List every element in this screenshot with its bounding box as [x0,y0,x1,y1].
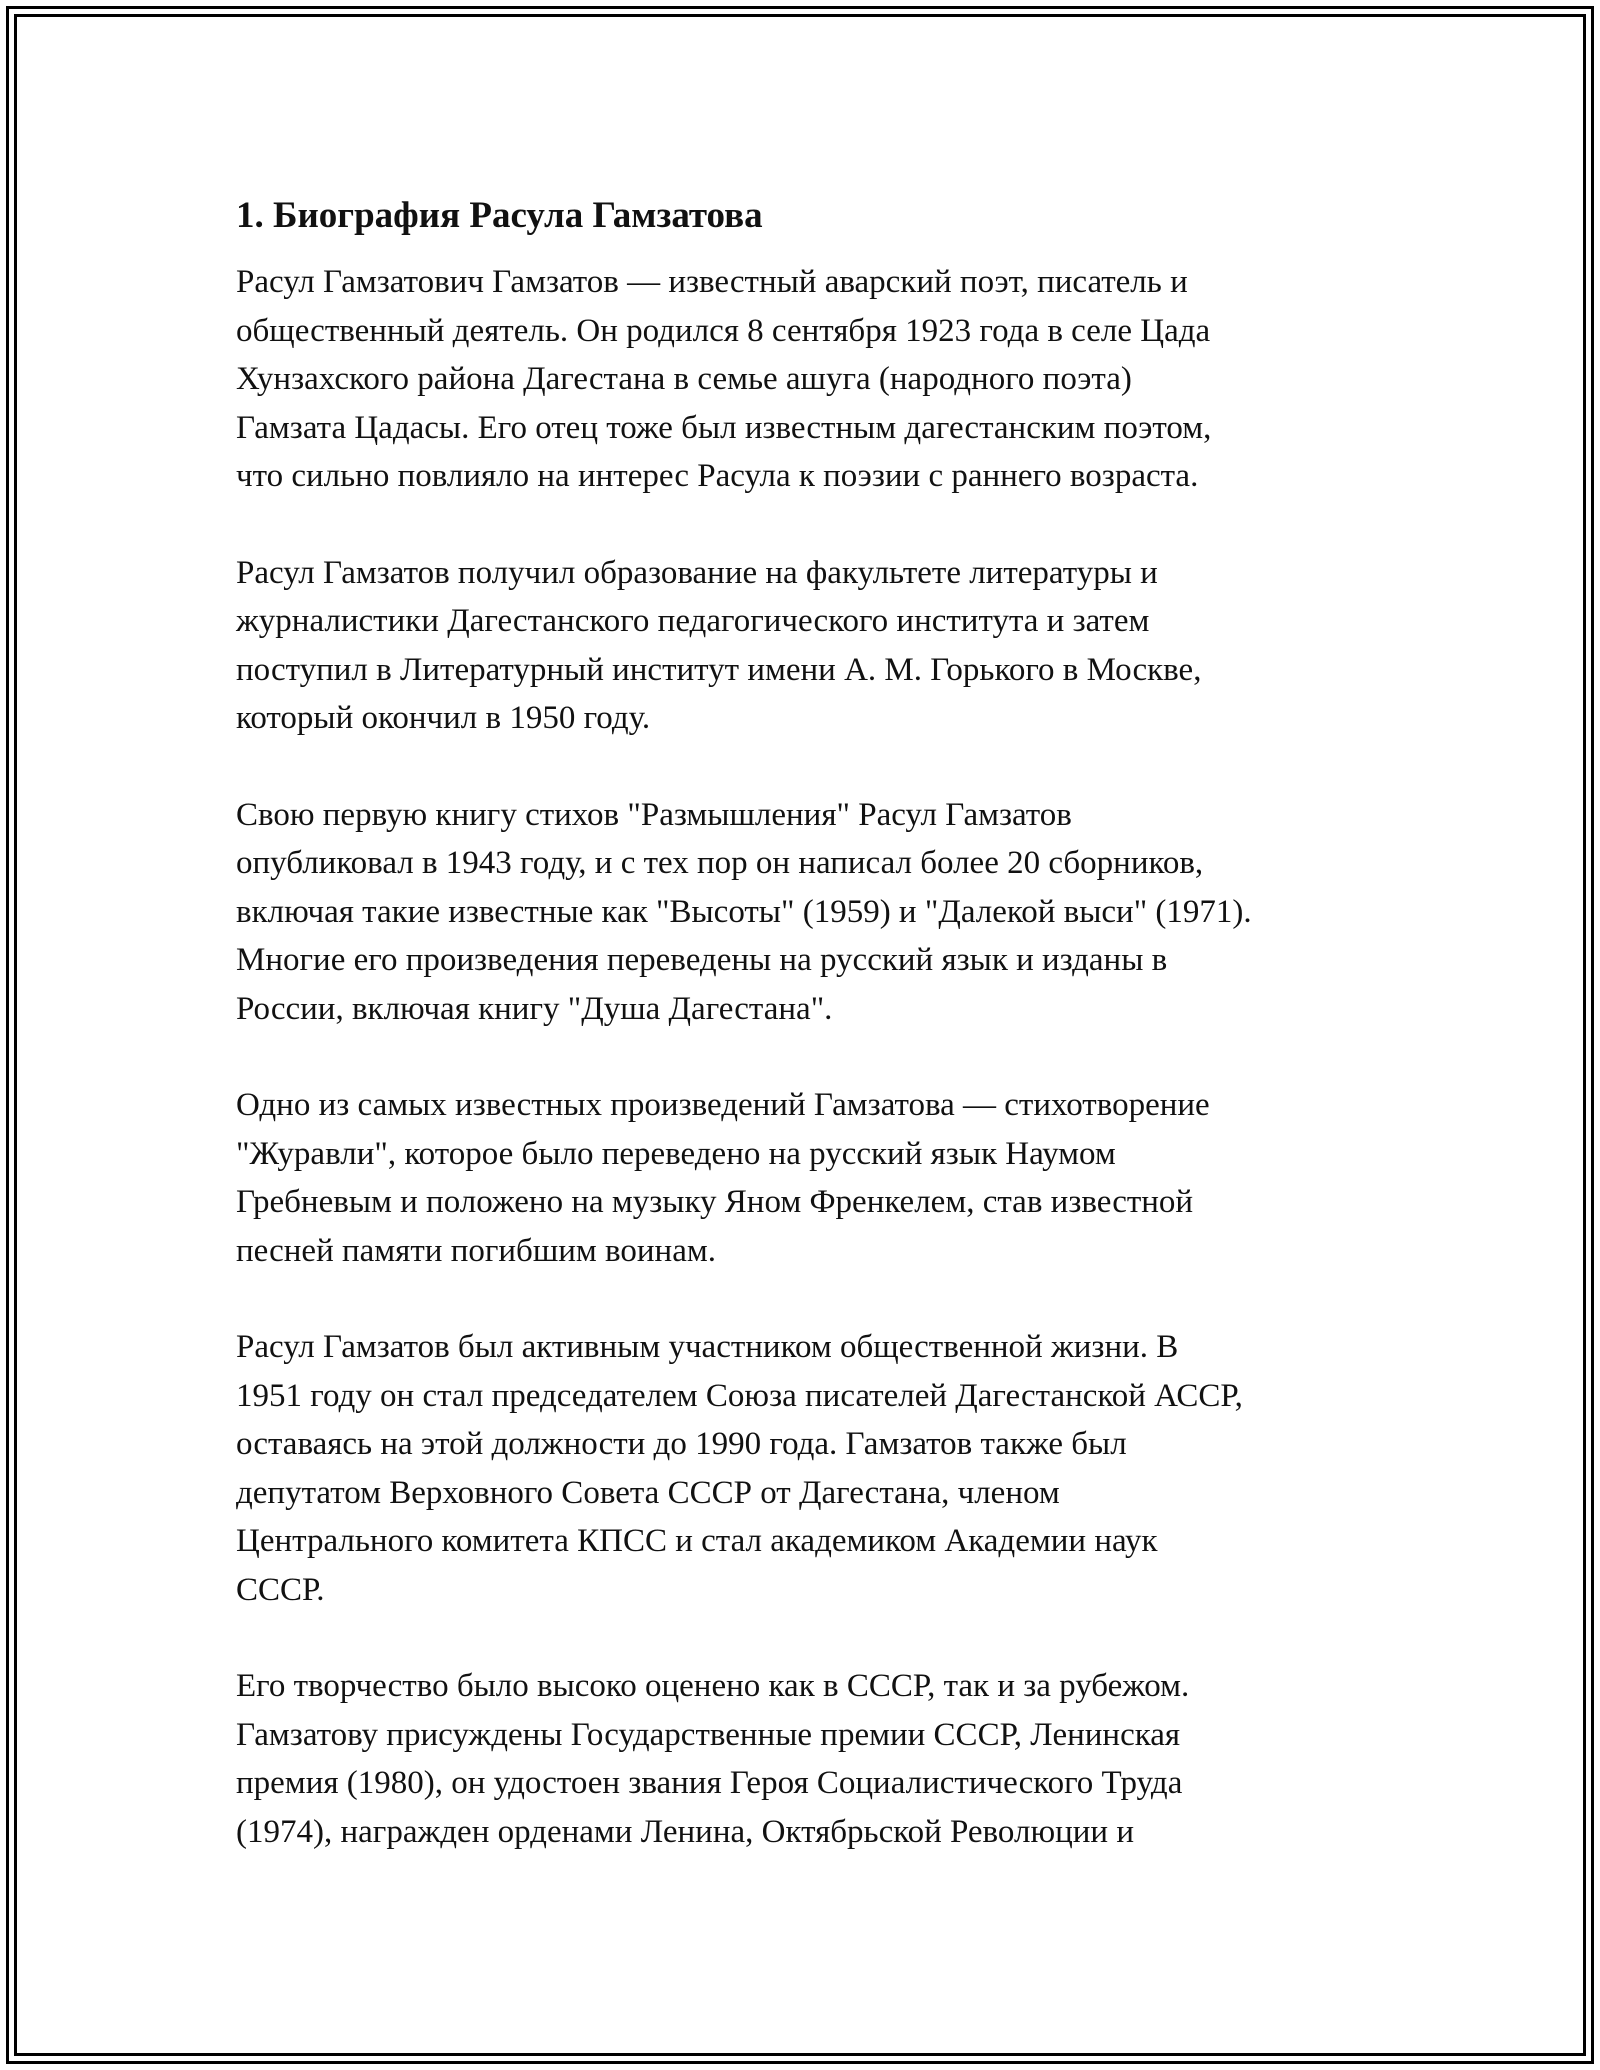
paragraph-1: Расул Гамзатович Гамзатов — известный аварский поэт, писатель и общественный деятель. Он родился 8 сентября 1923 года в селе Цада Хунзахского района Дагестана в семье ашуга (народного поэта) Гамзата Цадасы. Его отец тоже был известным дагестанским поэтом, что сильно повлияло на интерес Расула к поэзии с раннего возраста. [236,264,1212,494]
paragraph-2: Расул Гамзатов получил образование на факультете литературы и журналистики Дагестанского педагогического института и затем поступил в Литературный институт имени А. М. Горького в Москве, который окончил в 1950 году. [236,554,1202,736]
document-body [236,188,1396,1904]
section-heading: 1. Биография Расула Гамзатова [236,195,763,236]
paragraph-5: Расул Гамзатов был активным участником общественной жизни. В 1951 году он стал председателем Союза писателей Дагестанской АССР, оставаясь на этой должности до 1990 года. Гамзатов также был депутатом Верховного Совета СССР от Дагестана, членом Центрального комитета КПСС и стал академиком Академии наук СССР. [236,1329,1243,1608]
paragraph-3: Свою первую книгу стихов "Размышления" Расул Гамзатов опубликовал в 1943 году, и с тех пор он написал более 20 сборников, включая такие известные как "Высоты" (1959) и "Далекой выси" (1971). Многие его произведения переведены на русский язык и изданы в России, включая книгу "Душа Дагестана". [236,796,1252,1027]
paragraph-4: Одно из самых известных произведений Гамзатова — стихотворение "Журавли", которое было переведено на русский язык Наумом Гребневым и положено на музыку Яном Френкелем, став известной песней памяти погибшим воинам. [236,1087,1210,1269]
paragraph-6: Его творчество было высоко оценено как в СССР, так и за рубежом. Гамзатову присуждены Государственные премии СССР, Ленинская премия (1980), он удостоен звания Героя Социалистического Труда (1974), награжден орденами Ленина, Октябрьской Революции и [236,1668,1190,1850]
